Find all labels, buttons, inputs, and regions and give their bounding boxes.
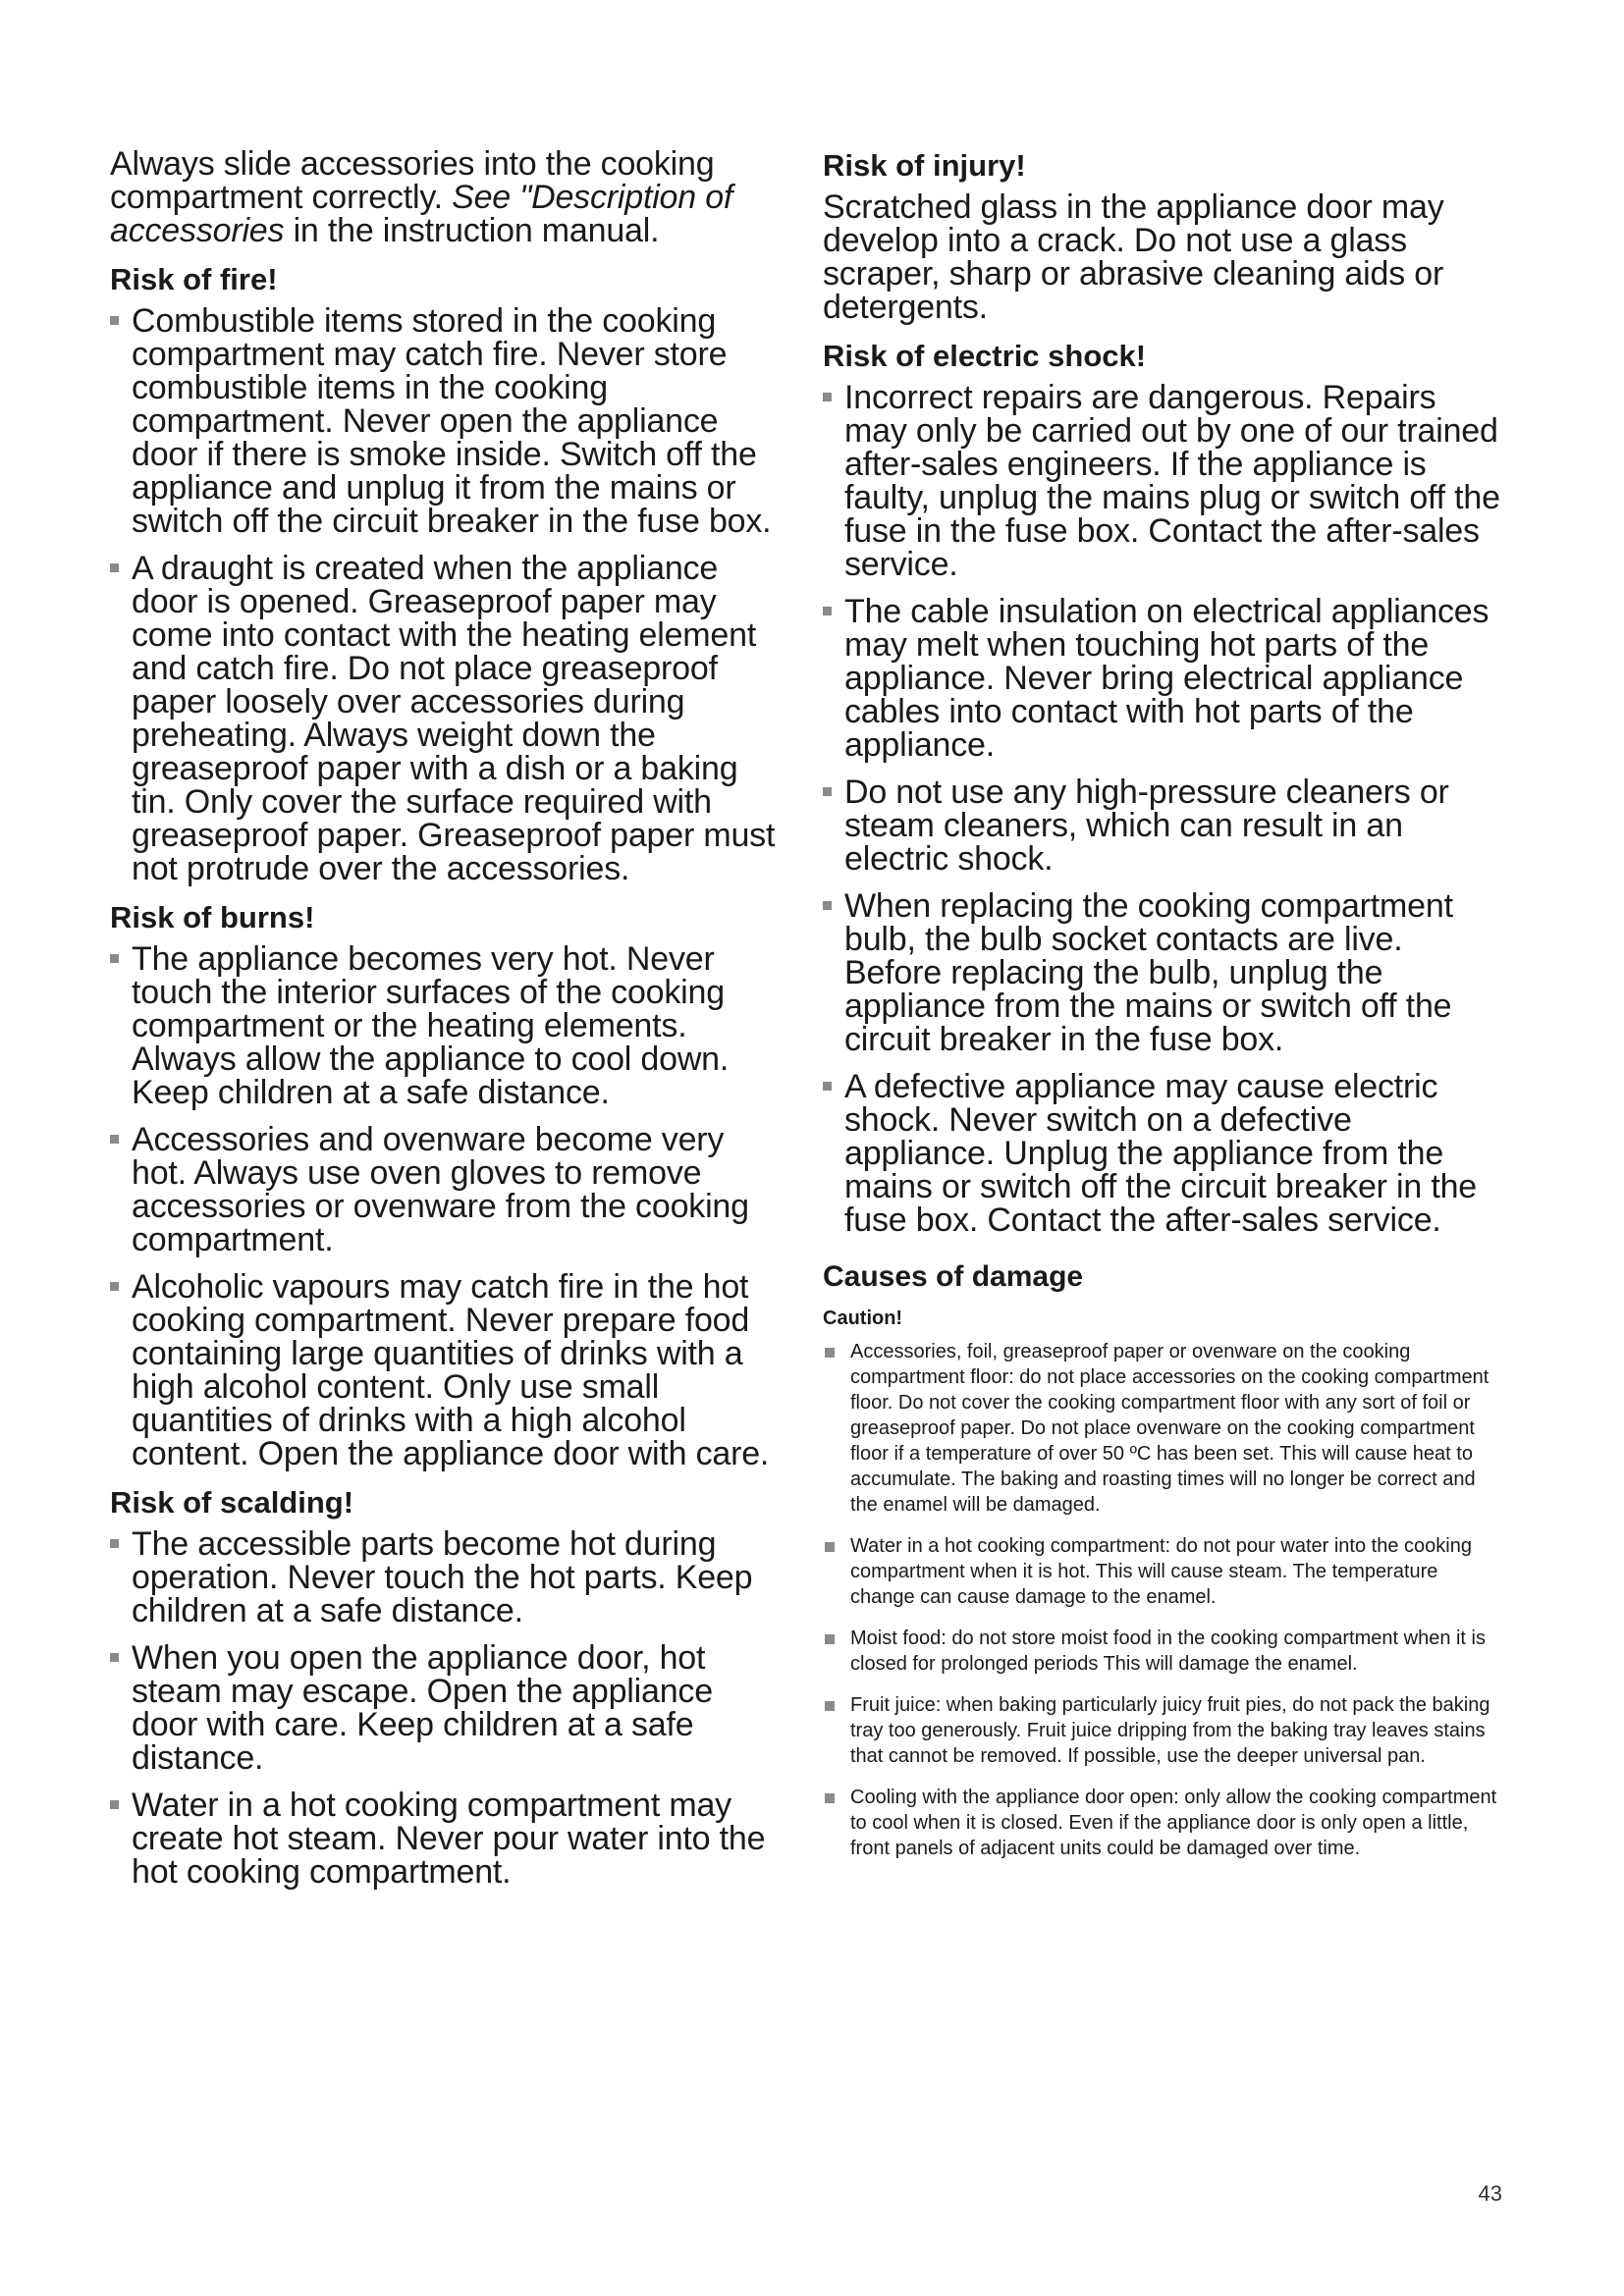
bullet-square-icon	[110, 1282, 119, 1291]
bullet-square-icon	[110, 1800, 119, 1809]
causes-of-damage-list	[823, 1339, 1500, 1861]
bullet-square-icon	[823, 607, 832, 615]
risk-of-scalding-heading: Risk of scalding!	[110, 1485, 354, 1520]
risk-of-scalding-list	[110, 1527, 787, 1889]
list-item	[823, 1339, 1500, 1518]
list-item-text: Incorrect repairs are dangerous. Repairs may only be carried out by one of our trained after-sales engineers. If the appliance is faulty, unplug the mains plug or switch off the fuse in the fuse box. Contact the after-sales service.	[844, 379, 1500, 583]
list-item	[110, 1641, 787, 1775]
bullet-square-icon	[825, 1634, 835, 1644]
risk-of-fire-list	[110, 304, 787, 885]
list-item	[823, 1785, 1500, 1861]
risk-of-burns-list	[110, 942, 787, 1470]
intro-text: Always slide accessories into the cooking compartment correctly.	[110, 145, 715, 216]
intro-paragraph	[110, 147, 787, 247]
caution-label: Caution!	[823, 1308, 903, 1329]
list-item-text: Do not use any high-pressure cleaners or steam cleaners, which can result in an electric shock.	[844, 774, 1449, 878]
list-item	[110, 1123, 787, 1256]
bullet-square-icon	[823, 787, 832, 796]
list-item-text: Fruit juice: when baking particularly juicy fruit pies, do not pack the baking tray too generously. Fruit juice dripping from the baking tray leaves stains that cannot be removed. If possible, use the deeper universal pan.	[850, 1694, 1490, 1767]
bullet-square-icon	[825, 1542, 835, 1552]
intro-end-text: in the instruction manual.	[284, 212, 660, 249]
list-item	[110, 1270, 787, 1470]
risk-of-burns-heading: Risk of burns!	[110, 900, 315, 934]
list-item	[823, 381, 1500, 581]
page-number: 43	[1478, 2181, 1502, 2206]
bullet-square-icon	[825, 1793, 835, 1803]
list-item-text: Moist food: do not store moist food in the cooking compartment when it is closed for prolonged periods This will damage the enamel.	[850, 1628, 1486, 1675]
bullet-square-icon	[110, 316, 119, 325]
list-item	[110, 1789, 787, 1889]
bullet-square-icon	[823, 393, 832, 401]
list-item	[823, 595, 1500, 762]
bullet-square-icon	[825, 1701, 835, 1711]
risk-of-electric-shock-heading: Risk of electric shock!	[823, 339, 1147, 373]
list-item-text: When you open the appliance door, hot steam may escape. Open the appliance door with care. Keep children at a safe distance.	[132, 1639, 713, 1777]
list-item-text: Combustible items stored in the cooking compartment may catch fire. Never store combustible items in the cooking compartment. Never open the appliance door if there is smoke inside. Switch off the appliance and unplug it from the mains or switch off the circuit breaker in the fuse box.	[132, 302, 772, 540]
list-item-text: A defective appliance may cause electric shock. Never switch on a defective appliance. Unplug the appliance from the mains or switch off the circuit breaker in the fuse box. Contact the after-sales service.	[844, 1068, 1478, 1239]
bullet-square-icon	[823, 901, 832, 910]
list-item-text: Accessories and ovenware become very hot. Always use oven gloves to remove accessories or ovenware from the cooking compartment.	[132, 1121, 749, 1258]
causes-of-damage-heading: Causes of damage	[823, 1260, 1084, 1293]
list-item	[823, 1626, 1500, 1677]
list-item	[823, 775, 1500, 876]
intro-reference: See "Description of accessories	[110, 179, 733, 249]
risk-of-fire-heading: Risk of fire!	[110, 262, 278, 296]
list-item-text: The accessible parts become hot during operation. Never touch the hot parts. Keep children at a safe distance.	[132, 1525, 753, 1629]
bullet-square-icon	[823, 1082, 832, 1091]
left-column	[110, 147, 787, 1902]
list-item-text: Water in a hot cooking compartment may create hot steam. Never pour water into the hot cooking compartment.	[132, 1787, 766, 1891]
bullet-square-icon	[110, 1539, 119, 1548]
bullet-square-icon	[110, 563, 119, 572]
risk-of-electric-shock-list	[823, 381, 1500, 1237]
list-item-text: The cable insulation on electrical appliances may melt when touching hot parts of the appliance. Never bring electrical appliance cables into contact with hot parts of the appliance.	[844, 593, 1489, 764]
list-item	[110, 304, 787, 538]
list-item-text: Cooling with the appliance door open: only allow the cooking compartment to cool when it is closed. Even if the appliance door is only open a little, front panels of adjacent units could be damaged over time.	[850, 1787, 1497, 1859]
list-item	[823, 1533, 1500, 1610]
list-item-text: When replacing the cooking compartment bulb, the bulb socket contacts are live. Before replacing the bulb, unplug the appliance from the mains or switch off the circuit breaker in the fuse box.	[844, 887, 1453, 1058]
right-column	[823, 147, 1500, 1877]
bullet-square-icon	[110, 1135, 119, 1144]
risk-of-injury-text: Scratched glass in the appliance door may develop into a crack. Do not use a glass scraper, sharp or abrasive cleaning aids or detergents.	[823, 188, 1444, 326]
list-item	[110, 942, 787, 1109]
list-item-text: Accessories, foil, greaseproof paper or ovenware on the cooking compartment floor: do not place accessories on the cooking compartment floor. Do not cover the cooking compartment floor with any sort of foil or greaseproof paper. Do not place ovenware on the cooking compartment floor if a temperature of over 50 ºC has been set. This will cause heat to accumulate. The baking and roasting times will no longer be correct and the enamel will be damaged.	[850, 1341, 1489, 1516]
list-item-text: Water in a hot cooking compartment: do not pour water into the cooking compartment when it is hot. This will cause steam. The temperature change can cause damage to the enamel.	[850, 1535, 1472, 1608]
bullet-square-icon	[825, 1348, 835, 1358]
list-item-text: Alcoholic vapours may catch fire in the hot cooking compartment. Never prepare food containing large quantities of drinks with a high alcohol content. Only use small quantities of drinks with a high alcohol content. Open the appliance door with care.	[132, 1268, 770, 1472]
list-item	[110, 1527, 787, 1628]
bullet-square-icon	[110, 1653, 119, 1662]
list-item	[823, 1070, 1500, 1237]
list-item-text: A draught is created when the appliance door is opened. Greaseproof paper may come into contact with the heating element and catch fire. Do not place greaseproof paper loosely over accessories during preheating. Always weight down the greaseproof paper with a dish or a baking tin. Only cover the surface required with greaseproof paper. Greaseproof paper must not protrude over the accessories.	[132, 550, 776, 887]
risk-of-injury-heading: Risk of injury!	[823, 148, 1026, 183]
list-item-text: The appliance becomes very hot. Never touch the interior surfaces of the cooking compartment or the heating elements. Always allow the appliance to cool down. Keep children at a safe distance.	[132, 940, 730, 1111]
list-item	[110, 552, 787, 885]
bullet-square-icon	[110, 954, 119, 963]
list-item	[823, 1692, 1500, 1769]
list-item	[823, 889, 1500, 1056]
